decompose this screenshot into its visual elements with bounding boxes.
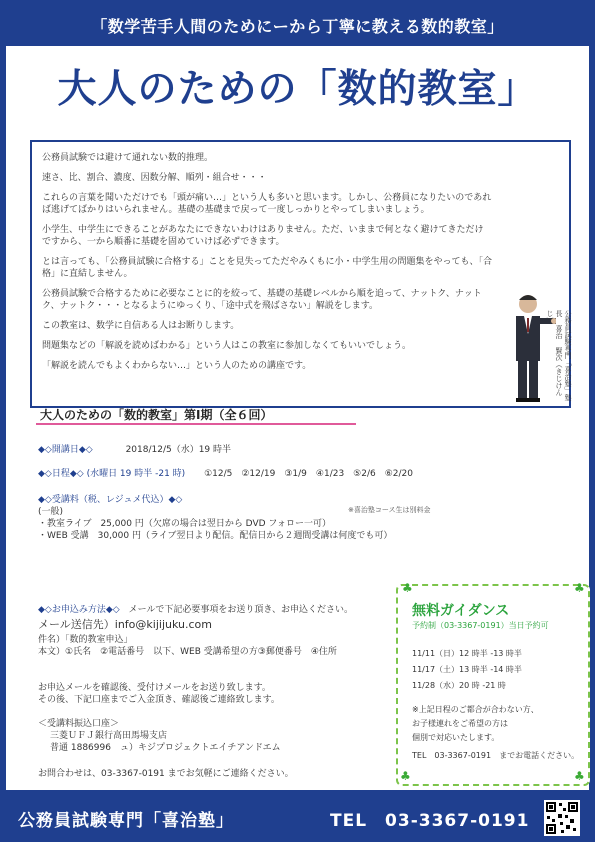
intro-paragraph: 速さ、比、割合、濃度、因数分解、順列・組合せ・・・ [42, 173, 267, 183]
teacher-caption: 公務員試験専門「喜治塾」塾長 喜治 賢次（きじけんじ） [546, 310, 572, 401]
intro-paragraph: 「解説を読んでもよくわからない…」という人のための講座です。 [42, 361, 312, 371]
guidance-note-3: 個別で対応いたします。 [412, 733, 500, 742]
content-area [6, 130, 589, 790]
mail-address[interactable]: info@kijijuku.com [114, 618, 212, 631]
intro-paragraph: 問題集などの「解説を読めばわかる」という人はこの教室に参加しなくてもいいでしょう。 [42, 341, 412, 351]
course-title-underline [36, 423, 356, 425]
fee-general: (一般) [38, 507, 64, 517]
guidance-tel: TEL 03-3367-0191 までお電話ください。 [412, 751, 580, 760]
intro-paragraph: 小学生、中学生にできることがあなたにできないわけはありません。ただ、いままで何となく避けてきただけですから、一から順番に基礎を固めていけば必ずできます。 [42, 225, 484, 247]
intro-box [30, 140, 571, 408]
intro-paragraph: 公務員試験では避けて通れない数的推理。 [42, 153, 214, 163]
confirm-text-1: お申込メールを確認後、受付けメールをお送り致します。 [38, 683, 271, 693]
footer [0, 794, 595, 842]
mail-row [38, 616, 212, 632]
guidance-sub: 予約制（03-3367-0191）当日予約可 [412, 621, 549, 630]
schedule-row [38, 466, 413, 479]
start-value: 2018/12/5（水）19 時半 [125, 445, 232, 455]
clover-icon: ♣ [574, 581, 585, 595]
schedule-dates: ①12/5 ②12/19 ③1/9 ④1/23 ⑤2/6 ⑥2/20 [204, 469, 414, 479]
start-label: ◆◇開講日◆◇ [38, 445, 93, 455]
body-line: 本文）①氏名 ②電話番号 以下、WEB 受講希望の方③郵便番号 ④住所 [38, 647, 337, 657]
intro-text [42, 152, 492, 380]
guidance-date: 11/28（水）20 時 -21 時 [412, 681, 506, 690]
fee-live: ・教室ライブ 25,000 円（欠席の場合は翌日から DVD フォロー一可） [38, 519, 331, 529]
contact-row [38, 766, 294, 779]
intro-paragraph: 公務員試験で合格するために必要なことに的を絞って、基礎の基礎レベルから順を追って、ナットク、ナットク、ナットク・・・となるようにゆっくり、「途中式を飛ばさない」解説をします。 [42, 289, 482, 311]
contact-text: お問合わせは、03-3367-0191 までお気軽にご連絡ください。 [38, 769, 294, 779]
start-row [38, 442, 231, 455]
confirm-text-2: その後、下記口座までご入金頂き、確認後ご連絡致します。 [38, 695, 280, 705]
title-box [6, 46, 589, 130]
clover-icon: ♣ [400, 769, 411, 783]
footer-tel: TEL 03-3367-0191 [330, 811, 530, 831]
clover-icon: ♣ [402, 581, 413, 595]
body-row [38, 644, 337, 657]
course-title: 大人のための「数的教室」第Ⅰ期（全６回） [40, 408, 273, 422]
fee-web: ・WEB 受講 30,000 円（ライブ翌日より配信。配信日から２週間受講は何度でも可） [38, 531, 393, 541]
guidance-date: 11/17（土）13 時半 -14 時半 [412, 665, 522, 674]
apply-row [38, 602, 353, 615]
confirm-row-2 [38, 692, 280, 705]
bank-line-2: 普通 1886996 ュ）キジプロジェクトエイチアンドエム [50, 743, 281, 753]
bank-label: ＜受講料振込口座＞ [38, 719, 120, 729]
schedule-time: (水曜日 19 時半 -21 時) [86, 469, 186, 479]
fee-note: ※喜治塾コース生は別料金 [348, 506, 431, 514]
bank-row-2 [50, 740, 281, 753]
schedule-label: ◆◇日程◆◇ [38, 469, 84, 479]
guidance-note-1: ※上記日程のご都合が合わない方、 [412, 705, 539, 714]
page-title: 大人のための「数的教室」 [57, 67, 538, 112]
footer-school: 公務員試験専門「喜治塾」 [18, 811, 234, 831]
fee-label: ◆◇受講料（税、レジュメ代込）◆◇ [38, 495, 183, 505]
bank-line-1: 三菱ＵＦＪ銀行高田馬場支店 [50, 731, 168, 741]
intro-paragraph: これらの言葉を聞いただけでも「頭が痛い…」という人も多いと思います。しかし、公務員になりたいのであれば逃げてばかりはいられません。基礎の基礎まで戻って一度しっかりとやってしまいましょう。 [42, 193, 492, 215]
guidance-title: 無料ガイダンス [412, 603, 510, 619]
header-subtitle: 「数学苦手人間のためにーから丁寧に教える数的教室」 [91, 17, 504, 36]
apply-label: ◆◇お申込み方法◆◇ [38, 605, 120, 615]
fee-web-row [38, 528, 392, 541]
guidance-note-2: お子様連れをご希望の方は [412, 719, 508, 728]
guidance-box [396, 581, 590, 786]
teacher-photo [500, 290, 556, 405]
intro-paragraph: この教室は、数学に自信ある人はお断りします。 [42, 321, 240, 331]
mail-label: メール送信先） [38, 618, 115, 631]
guidance-date: 11/11（日）12 時半 -13 時半 [412, 649, 522, 658]
subject-line: 件名）「数的教室申込」 [38, 635, 133, 645]
intro-paragraph: とは言っても、「公務員試験に合格する」ことを見失ってただやみくもに小・中学生用の問題集をやっても、「合格」に直結しません。 [42, 257, 493, 279]
apply-text: メールで下記必要事項をお送り頂き、お申込ください。 [128, 605, 354, 615]
clover-icon: ♣ [574, 769, 585, 783]
qr-code-icon[interactable] [544, 800, 580, 836]
